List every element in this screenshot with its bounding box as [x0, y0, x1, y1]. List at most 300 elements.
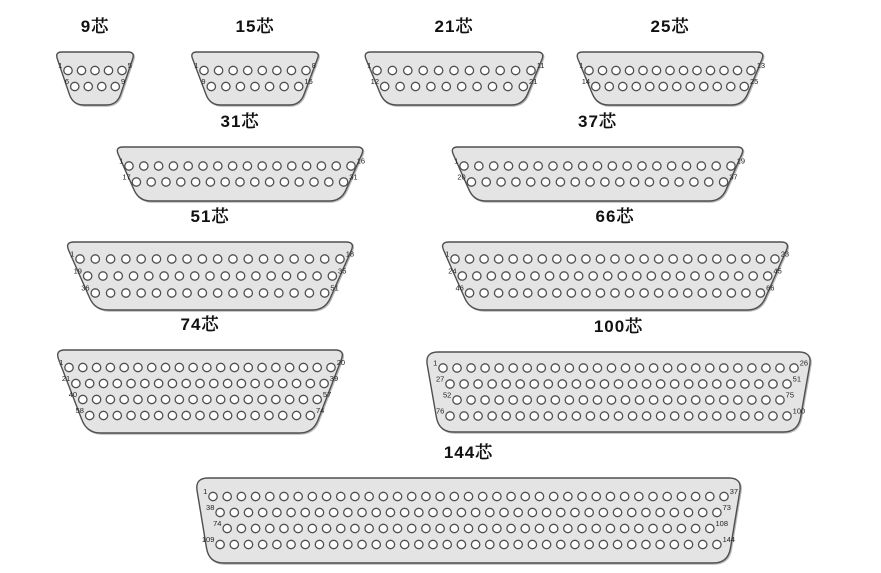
pin-hole	[474, 380, 482, 388]
pin-hole	[571, 540, 579, 548]
pin-hole	[279, 411, 287, 419]
pin-number-end: 23	[780, 249, 790, 259]
pin-number-start: 27	[435, 374, 445, 384]
pin-hole	[464, 524, 472, 532]
pin-hole	[252, 272, 260, 280]
pin-hole	[684, 255, 692, 263]
pin-hole	[628, 412, 636, 420]
pin-hole	[480, 289, 488, 297]
connector-shell	[577, 52, 766, 105]
pin-hole	[127, 379, 135, 387]
pin-hole	[516, 272, 524, 280]
pin-hole	[258, 66, 266, 74]
pin-hole	[649, 364, 657, 372]
connector-title-66: 66芯	[595, 207, 635, 226]
pin-hole	[649, 492, 657, 500]
pin-hole	[698, 289, 706, 297]
pin-hole	[496, 66, 504, 74]
pin-hole	[213, 289, 221, 297]
pin-hole	[523, 364, 531, 372]
connector-9-graphic	[55, 52, 135, 105]
pin-hole	[473, 272, 481, 280]
pin-hole	[519, 162, 527, 170]
pin-hole	[210, 379, 218, 387]
pin-hole	[280, 82, 288, 90]
pin-hole	[79, 395, 87, 403]
pin-hole	[161, 395, 169, 403]
pin-hole	[198, 255, 206, 263]
pin-hole	[273, 508, 281, 516]
pin-hole	[237, 492, 245, 500]
pin-hole	[72, 379, 80, 387]
pin-hole	[344, 508, 352, 516]
pin-hole	[141, 411, 149, 419]
pin-hole	[567, 255, 575, 263]
pin-hole	[429, 508, 437, 516]
pin-hole	[512, 178, 520, 186]
pin-hole	[677, 396, 685, 404]
pin-hole	[586, 380, 594, 388]
pin-hole	[411, 82, 419, 90]
pin-hole	[214, 162, 222, 170]
pin-hole	[474, 412, 482, 420]
pin-hole	[216, 395, 224, 403]
pin-hole	[313, 363, 321, 371]
pin-hole	[148, 395, 156, 403]
pin-hole	[598, 66, 606, 74]
pin-hole	[593, 364, 601, 372]
pin-number-end: 144	[722, 535, 736, 544]
pin-number-start: 17	[122, 172, 131, 182]
pin-hole	[113, 379, 121, 387]
pin-number-start: 1	[194, 61, 199, 70]
pin-hole	[537, 396, 545, 404]
pin-hole	[481, 364, 489, 372]
pin-hole	[509, 289, 517, 297]
pin-hole	[266, 524, 274, 532]
pin-hole	[706, 492, 714, 500]
pin-number-start: 6	[64, 77, 70, 86]
pin-hole	[152, 289, 160, 297]
pin-hole	[223, 379, 231, 387]
pin-hole	[574, 272, 582, 280]
pin-hole	[601, 178, 609, 186]
pin-hole	[619, 82, 627, 90]
pin-number-end: 45	[773, 266, 782, 276]
pin-hole	[266, 492, 274, 500]
pin-hole	[453, 396, 461, 404]
pin-hole	[436, 492, 444, 500]
pin-hole	[592, 492, 600, 500]
pin-number-end: 37	[729, 172, 738, 182]
pin-hole	[521, 492, 529, 500]
pin-hole	[275, 255, 283, 263]
pin-hole	[756, 289, 764, 297]
pin-number-end: 13	[756, 61, 766, 70]
pin-hole	[486, 540, 494, 548]
pin-hole	[177, 178, 185, 186]
pin-hole	[734, 364, 742, 372]
pin-hole	[258, 395, 266, 403]
pin-hole	[191, 272, 199, 280]
pin-hole	[494, 289, 502, 297]
pin-hole	[679, 66, 687, 74]
pin-hole	[99, 272, 107, 280]
pin-hole	[720, 492, 728, 500]
pin-hole	[642, 540, 650, 548]
pin-hole	[497, 178, 505, 186]
pin-hole	[244, 289, 252, 297]
pin-hole	[358, 540, 366, 548]
pin-hole	[507, 492, 515, 500]
pin-hole	[612, 66, 620, 74]
connector-title-144: 144芯	[443, 443, 494, 462]
pin-hole	[572, 412, 580, 420]
pin-hole	[659, 82, 667, 90]
pin-hole	[663, 524, 671, 532]
pin-hole	[756, 255, 764, 263]
pin-hole	[302, 66, 310, 74]
pin-number-end: 57	[322, 390, 332, 399]
pin-hole	[593, 396, 601, 404]
pin-number-start: 1	[119, 156, 124, 166]
pin-hole	[386, 540, 394, 548]
pin-hole	[693, 66, 701, 74]
pin-hole	[578, 162, 586, 170]
pin-hole	[443, 540, 451, 548]
pin-number-start: 1	[433, 358, 438, 368]
pin-hole	[237, 524, 245, 532]
pin-hole	[199, 162, 207, 170]
pin-hole	[558, 412, 566, 420]
pin-hole	[230, 363, 238, 371]
pin-hole	[558, 380, 566, 388]
pin-hole	[544, 412, 552, 420]
pin-number-end: 75	[785, 390, 795, 400]
pin-hole	[493, 524, 501, 532]
pin-hole	[162, 178, 170, 186]
pin-number-end: 73	[722, 503, 731, 512]
pin-number-start: 14	[581, 77, 591, 86]
pin-hole	[251, 411, 259, 419]
pin-hole	[129, 272, 137, 280]
connector-title-15: 15芯	[235, 17, 275, 36]
pin-hole	[175, 272, 183, 280]
pin-hole	[564, 524, 572, 532]
pin-hole	[214, 66, 222, 74]
pin-hole	[749, 272, 757, 280]
pin-hole	[578, 492, 586, 500]
pin-hole	[692, 396, 700, 404]
pin-hole	[308, 524, 316, 532]
pin-hole	[564, 492, 572, 500]
pin-hole	[184, 162, 192, 170]
pin-hole	[507, 524, 515, 532]
pin-hole	[706, 396, 714, 404]
pin-hole	[630, 178, 638, 186]
pin-hole	[280, 492, 288, 500]
pin-hole	[206, 178, 214, 186]
pin-hole	[365, 524, 373, 532]
pin-hole	[776, 364, 784, 372]
pin-number-start: 19	[73, 266, 82, 276]
pin-hole	[290, 289, 298, 297]
pin-hole	[273, 540, 281, 548]
pin-number-end: 25	[749, 77, 759, 86]
pin-number-start: 1	[58, 61, 63, 70]
pin-hole	[571, 508, 579, 516]
pin-hole	[653, 162, 661, 170]
connector-shell	[58, 350, 346, 433]
pin-hole	[639, 66, 647, 74]
connector-25-graphic	[575, 52, 765, 105]
pin-hole	[599, 508, 607, 516]
pin-hole	[486, 508, 494, 516]
pin-hole	[514, 540, 522, 548]
pin-hole	[299, 363, 307, 371]
pin-hole	[209, 492, 217, 500]
pin-hole	[332, 162, 340, 170]
pin-hole	[625, 66, 633, 74]
pin-hole	[328, 272, 336, 280]
pin-hole	[557, 508, 565, 516]
pin-hole	[106, 363, 114, 371]
pin-hole	[301, 508, 309, 516]
pin-number-start: 24	[448, 266, 457, 276]
connector-title-100: 100芯	[593, 317, 644, 336]
pin-hole	[511, 66, 519, 74]
pin-hole	[531, 272, 539, 280]
pin-hole	[113, 411, 121, 419]
pin-hole	[161, 363, 169, 371]
pin-hole	[551, 364, 559, 372]
pin-hole	[237, 411, 245, 419]
pin-hole	[642, 380, 650, 388]
pin-hole	[373, 66, 381, 74]
pin-hole	[769, 412, 777, 420]
pin-hole	[285, 395, 293, 403]
pin-hole	[638, 162, 646, 170]
pin-hole	[635, 524, 643, 532]
pin-hole	[487, 272, 495, 280]
pin-hole	[228, 162, 236, 170]
pin-hole	[495, 396, 503, 404]
pin-hole	[565, 364, 573, 372]
pin-hole	[686, 82, 694, 90]
pin-hole	[667, 162, 675, 170]
pin-number-end: 100	[792, 406, 806, 416]
pin-number-end: 8	[311, 61, 316, 70]
pin-hole	[684, 540, 692, 548]
pin-hole	[301, 540, 309, 548]
pin-hole	[460, 412, 468, 420]
pin-hole	[203, 363, 211, 371]
pin-hole	[451, 255, 459, 263]
pin-hole	[530, 412, 538, 420]
pin-hole	[776, 396, 784, 404]
pin-hole	[216, 363, 224, 371]
pin-number-end: 9	[120, 77, 126, 86]
pin-hole	[111, 82, 119, 90]
pin-hole	[471, 508, 479, 516]
pin-hole	[542, 540, 550, 548]
pin-hole	[327, 363, 335, 371]
connector-37-graphic	[450, 147, 745, 201]
pin-hole	[358, 508, 366, 516]
pin-hole	[783, 412, 791, 420]
pin-hole	[700, 82, 708, 90]
pin-number-end: 15	[304, 77, 313, 86]
pin-hole	[104, 66, 112, 74]
pin-hole	[541, 178, 549, 186]
pin-hole	[646, 82, 654, 90]
pin-hole	[528, 508, 536, 516]
pin-hole	[210, 411, 218, 419]
pin-hole	[344, 540, 352, 548]
pin-hole	[705, 178, 713, 186]
pin-hole	[635, 492, 643, 500]
pin-number-end: 108	[715, 519, 729, 528]
pin-number-end: 37	[729, 487, 739, 496]
pin-hole	[207, 82, 215, 90]
pin-hole	[676, 272, 684, 280]
pin-hole	[244, 395, 252, 403]
pin-hole	[230, 540, 238, 548]
pin-hole	[381, 82, 389, 90]
pin-hole	[720, 364, 728, 372]
pin-hole	[439, 364, 447, 372]
pin-hole	[652, 66, 660, 74]
pin-hole	[473, 82, 481, 90]
pin-hole	[747, 66, 755, 74]
pin-hole	[259, 255, 267, 263]
pin-hole	[125, 162, 133, 170]
pin-hole	[285, 363, 293, 371]
pin-hole	[620, 492, 628, 500]
pin-hole	[287, 540, 295, 548]
pin-hole	[400, 540, 408, 548]
pin-hole	[446, 380, 454, 388]
pin-hole	[168, 289, 176, 297]
pin-hole	[98, 82, 106, 90]
pin-hole	[596, 289, 604, 297]
pin-hole	[642, 508, 650, 516]
pin-number-start: 76	[435, 406, 445, 416]
pin-hole	[154, 379, 162, 387]
pin-hole	[488, 380, 496, 388]
pin-hole	[114, 272, 122, 280]
pin-hole	[654, 255, 662, 263]
pin-hole	[329, 540, 337, 548]
pin-hole	[482, 178, 490, 186]
pin-hole	[571, 178, 579, 186]
pin-hole	[320, 379, 328, 387]
pin-hole	[85, 379, 93, 387]
pin-hole	[396, 82, 404, 90]
pin-hole	[294, 524, 302, 532]
pin-hole	[408, 524, 416, 532]
connector-title-21: 21芯	[434, 17, 474, 36]
pin-hole	[741, 380, 749, 388]
pin-hole	[287, 66, 295, 74]
pin-hole	[530, 380, 538, 388]
pin-hole	[628, 540, 636, 548]
pin-hole	[616, 178, 624, 186]
pin-number-start: 74	[213, 519, 222, 528]
pin-hole	[467, 178, 475, 186]
connector-shell	[117, 147, 362, 201]
pin-hole	[429, 540, 437, 548]
pin-number-end: 5	[127, 61, 132, 70]
pin-hole	[183, 255, 191, 263]
pin-number-start: 52	[442, 390, 452, 400]
pin-hole	[134, 363, 142, 371]
connector-51-graphic	[65, 242, 355, 310]
pin-hole	[493, 492, 501, 500]
pin-hole	[734, 272, 742, 280]
pin-hole	[294, 492, 302, 500]
pin-hole	[122, 289, 130, 297]
pin-hole	[613, 540, 621, 548]
pin-hole	[120, 363, 128, 371]
pin-hole	[317, 162, 325, 170]
pin-hole	[599, 540, 607, 548]
pin-hole	[137, 289, 145, 297]
pin-hole	[592, 524, 600, 532]
pin-number-start: 1	[454, 156, 459, 166]
pin-hole	[258, 540, 266, 548]
pin-hole	[280, 178, 288, 186]
pin-hole	[606, 492, 614, 500]
pin-hole	[91, 255, 99, 263]
pin-hole	[313, 395, 321, 403]
pin-hole	[611, 289, 619, 297]
pin-hole	[322, 492, 330, 500]
pin-hole	[308, 492, 316, 500]
pin-hole	[329, 508, 337, 516]
pin-hole	[740, 82, 748, 90]
pin-hole	[538, 255, 546, 263]
pin-hole	[415, 508, 423, 516]
pin-hole	[120, 395, 128, 403]
pin-hole	[527, 66, 535, 74]
pin-hole	[465, 66, 473, 74]
pin-hole	[677, 492, 685, 500]
pin-hole	[251, 178, 259, 186]
pin-hole	[465, 255, 473, 263]
pin-hole	[556, 178, 564, 186]
pin-hole	[524, 289, 532, 297]
pin-hole	[720, 272, 728, 280]
pin-hole	[607, 364, 615, 372]
pin-hole	[457, 540, 465, 548]
pin-hole	[351, 524, 359, 532]
pin-hole	[523, 396, 531, 404]
pin-hole	[230, 395, 238, 403]
pin-hole	[699, 380, 707, 388]
pin-hole	[168, 411, 176, 419]
pin-hole	[288, 162, 296, 170]
pin-hole	[567, 289, 575, 297]
pin-hole	[697, 162, 705, 170]
pin-hole	[727, 412, 735, 420]
pin-hole	[273, 162, 281, 170]
pin-hole	[614, 380, 622, 388]
pin-hole	[460, 162, 468, 170]
pin-hole	[769, 380, 777, 388]
pin-hole	[244, 540, 252, 548]
pin-hole	[585, 508, 593, 516]
